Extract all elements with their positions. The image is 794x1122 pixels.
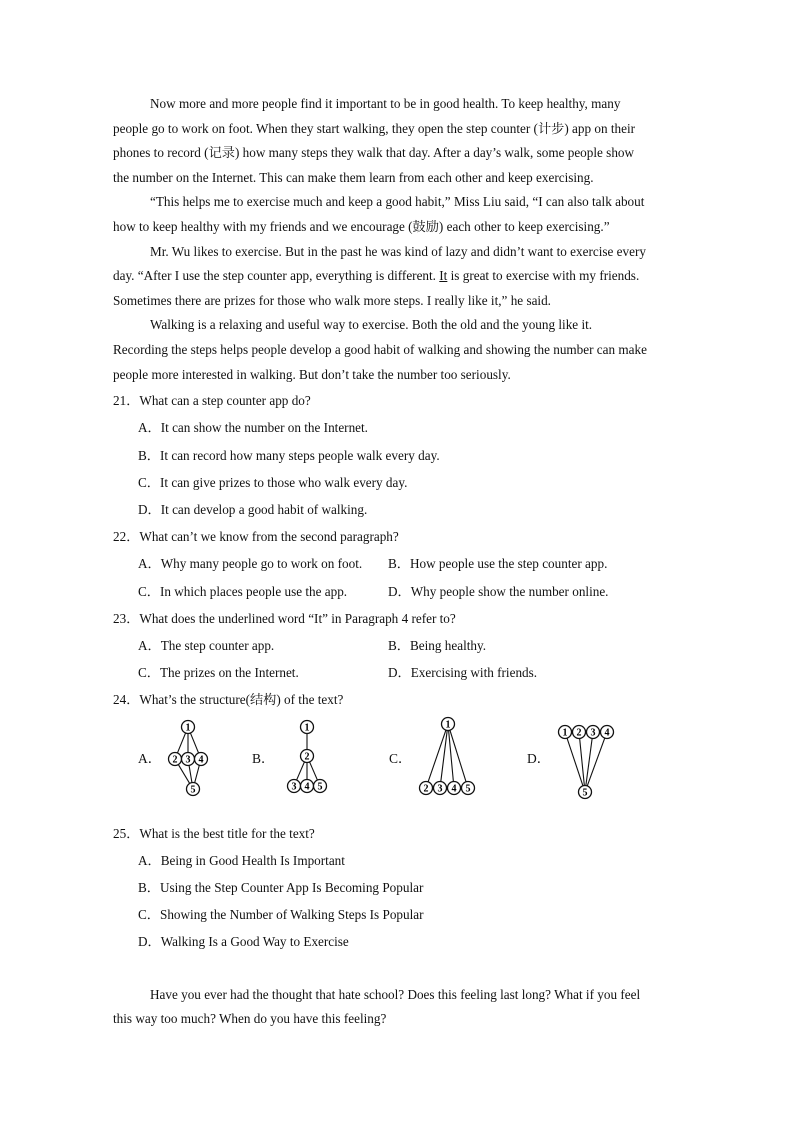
diagram-edge: [441, 730, 447, 781]
diagram-node-label: 5: [317, 781, 323, 793]
paragraph-1: [113, 92, 683, 190]
option-c: C．In which places people use the app.: [138, 583, 348, 599]
question-25: [113, 820, 683, 956]
option-b: B．It can record how many steps people walk every day.: [138, 447, 440, 463]
diagram-edge: [189, 765, 192, 782]
paragraph-line: Sometimes there are prizes for those who walk more steps. I really like it,” he said.: [113, 292, 551, 308]
option-c: C．Showing the Number of Walking Steps Is Popular: [138, 907, 424, 923]
diagram-node-label: 4: [198, 754, 204, 766]
paragraph-line: Mr. Wu likes to exercise. But in the past he was kind of lazy and didn’t want to exercise every: [150, 243, 646, 259]
diagram-node-label: 3: [590, 727, 596, 739]
diagram-node-label: 2: [576, 727, 582, 739]
diagram-edge: [428, 730, 446, 782]
diagram-d: [559, 725, 614, 798]
paragraph-line: Walking is a relaxing and useful way to exercise. Both the old and the young like it.: [150, 317, 593, 333]
diagram-label-b: B．: [252, 750, 275, 766]
next-passage-paragraph: [113, 983, 683, 1032]
paragraph-line: day. “After I use the step counter app, everything is different.: [113, 268, 440, 284]
paragraph-2: [113, 190, 683, 239]
question-22: [113, 523, 683, 605]
paragraph-line: people more interested in walking. But don’t take the number too seriously.: [113, 366, 511, 382]
paragraph-line: Have you ever had the thought that hate school? Does this feeling last long? What if you feel: [150, 986, 641, 1002]
diagram-edge: [177, 733, 185, 753]
paragraph-line: this way too much? When do you have this feeling?: [113, 1011, 387, 1027]
question-23: [113, 605, 683, 687]
question-stem: 22．What can’t we know from the second paragraph?: [113, 529, 399, 545]
document-page: [113, 92, 683, 1032]
structure-diagram-graphic: [113, 714, 683, 820]
paragraph-line: phones to record (记录) how many steps they walk that day. After a day’s walk, some people show: [113, 145, 635, 161]
diagram-edge: [297, 762, 305, 780]
paragraph-line: Recording the steps helps people develop a good habit of walking and showing the number can make: [113, 341, 647, 357]
option-a: A．Why many people go to work on foot.: [138, 556, 363, 572]
paragraph-4: [113, 313, 683, 387]
diagram-node-label: 2: [304, 751, 310, 763]
diagram-c: [420, 717, 475, 794]
structure-diagrams: [113, 714, 683, 820]
diagram-b: [288, 720, 327, 792]
question-24: [113, 686, 683, 819]
option-b: B．How people use the step counter app.: [388, 556, 608, 572]
option-b: B．Using the Step Counter App Is Becoming Popular: [138, 879, 424, 895]
option-d: D．It can develop a good habit of walking.: [138, 501, 368, 517]
paragraph-3: [113, 240, 683, 314]
diagram-node-label: 3: [185, 754, 191, 766]
question-stem: 25．What is the best title for the text?: [113, 825, 315, 841]
option-row: [113, 550, 683, 577]
paragraph-line: people go to work on foot. When they start walking, they open the step counter (计步) app on their: [113, 120, 636, 136]
diagram-node-label: 5: [582, 787, 588, 799]
diagram-label-a: A．: [138, 750, 162, 766]
underlined-word: It: [439, 268, 448, 284]
diagram-node-label: 4: [451, 783, 457, 795]
option-a: A．Being in Good Health Is Important: [138, 852, 345, 868]
question-stem: 21．What can a step counter app do?: [113, 393, 311, 409]
option-d: D．Walking Is a Good Way to Exercise: [138, 934, 349, 950]
option-d: D．Exercising with friends.: [388, 665, 538, 681]
diagram-label-c: C．: [389, 750, 412, 766]
option-d: D．Why people show the number online.: [388, 583, 609, 599]
diagram-edge: [586, 738, 592, 785]
option-c: C．It can give prizes to those who walk every day.: [138, 474, 408, 490]
paragraph-line: “This helps me to exercise much and keep a good habit,” Miss Liu said, “I can also talk about: [150, 194, 645, 210]
diagram-node-label: 1: [445, 719, 451, 731]
diagram-label-d: D．: [527, 750, 551, 766]
diagram-node-label: 4: [304, 781, 310, 793]
diagram-node-label: 1: [562, 727, 568, 739]
option-row: [113, 659, 683, 686]
diagram-node-label: 1: [185, 722, 191, 734]
question-21: [113, 387, 683, 523]
diagram-edge: [310, 762, 318, 780]
diagram-a: [169, 720, 208, 795]
question-stem: 24．What’s the structure(结构) of the text?: [113, 692, 344, 708]
paragraph-line: Now more and more people find it important to be in good health. To keep healthy, many: [150, 96, 621, 111]
diagram-node-label: 2: [423, 783, 429, 795]
paragraph-line: how to keep healthy with my friends and we encourage (鼓励) each other to keep exercising.”: [113, 218, 610, 234]
question-stem: 23．What does the underlined word “It” in Paragraph 4 refer to?: [113, 610, 456, 626]
diagram-edge: [178, 764, 189, 783]
diagram-node-label: 5: [190, 784, 196, 796]
diagram-edge: [190, 733, 198, 753]
diagram-node-label: 1: [304, 722, 310, 734]
option-a: A．The step counter app.: [138, 637, 275, 653]
option-c: C．The prizes on the Internet.: [138, 665, 299, 681]
diagram-node-label: 3: [291, 781, 297, 793]
diagram-node-label: 3: [437, 783, 443, 795]
diagram-node-label: 5: [465, 783, 471, 795]
option-row: [113, 632, 683, 659]
diagram-edge: [587, 738, 605, 786]
diagram-node-label: 4: [604, 727, 610, 739]
option-a: A．It can show the number on the Internet.: [138, 420, 368, 436]
paragraph-line: is great to exercise with my friends.: [447, 268, 640, 284]
option-row: [113, 578, 683, 605]
diagram-node-label: 2: [172, 754, 178, 766]
option-b: B．Being healthy.: [388, 637, 487, 653]
diagram-edge: [195, 765, 200, 782]
paragraph-line: the number on the Internet. This can make them learn from each other and keep exercising.: [113, 169, 594, 185]
